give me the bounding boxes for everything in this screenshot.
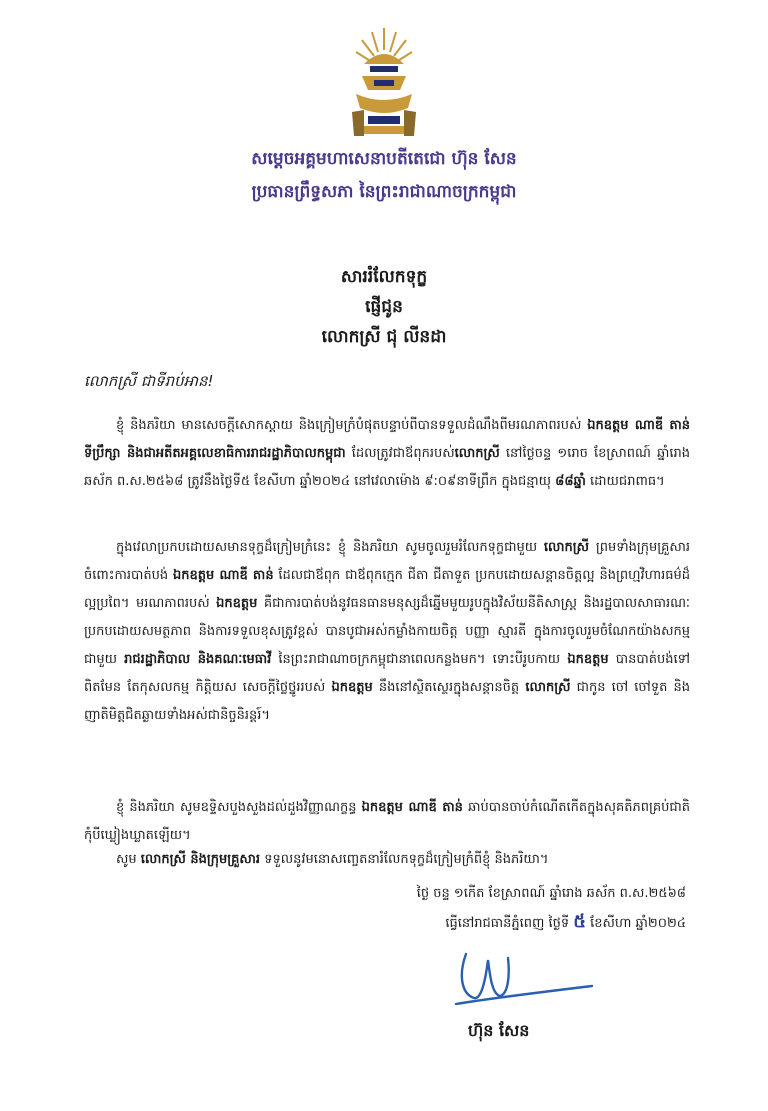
signer-name: ហ៊ុន សែន <box>468 1021 530 1040</box>
letter-subtitle: ផ្ញើជូន <box>365 297 403 317</box>
text-run: ដែលជាឪពុក ជាឪពុកក្មេក ជីតា ជីតាទួត ប្រកបដោយសន្តានចិត្តល្អ និងព្រហ្មវិហារធម៌ដ៏ល្អប្រពៃ។ មរណភាពរបស់ <box>84 568 690 611</box>
bold-run: ឯកឧត្តម <box>567 652 609 667</box>
paragraph-1 <box>84 412 690 496</box>
text-run: នឹងនៅស្ថិតស្ថេរក្នុងសន្តានចិត្ត <box>372 680 526 695</box>
bold-run: ឯកឧត្តម ណាឌី តាន់ <box>172 568 274 583</box>
paragraph-4 <box>84 846 690 874</box>
date-block <box>417 880 686 938</box>
bold-run: ឯកឧត្តម ណាឌី តាន់ ទីប្រឹក្សា និងជាអតីតអគ្គលេខាធិការរាជរដ្ឋាភិបាលកម្ពុជា <box>84 418 690 461</box>
handwritten-day: ៥ <box>573 911 586 932</box>
place-date <box>417 908 686 938</box>
bold-run: ឯកឧត្តម <box>331 680 373 695</box>
text-run: នៅថ្ងៃចន្ទ ១រោច ខែស្រាពណ៍ ឆ្នាំរោង ឆស័ក ព.ស.២៥៦៨ ត្រូវនឹងថ្ងៃទី៥ ខែសីហា ឆ្នាំ២០២៤ នៅវេលាម៉ោង ៩:០៩នាទីព្រឹក ក្នុងជន្មាយុ <box>84 446 690 489</box>
paragraph-3 <box>84 794 690 850</box>
text-run: បានបាត់បង់ទៅពិតមែន តែកុសលកម្ម កិត្តិយស សេចក្តីថ្លៃថ្នូររបស់ <box>84 652 691 695</box>
bold-run: លោកស្រី និងក្រុមគ្រួសារ <box>140 852 261 867</box>
sender-position: ប្រធានព្រឹទ្ធសភា នៃព្រះរាជាណាចក្រកម្ពុជា <box>251 182 517 202</box>
bold-run: លោកស្រី <box>543 540 590 555</box>
letter-title-block <box>0 262 768 352</box>
text-run: ដោយជរាពាធ។ <box>585 474 665 489</box>
text-run: ព្រមទាំងក្រុមគ្រួសារ ចំពោះការបាត់បង់ <box>84 540 690 583</box>
bold-run: ឯកឧត្តម <box>216 596 258 611</box>
text-run: ដែលត្រូវជាឪពុករបស់ <box>345 446 455 461</box>
text-run: ជាកូន ចៅ ចៅទួត និងញាតិមិត្តជិតឆ្ងាយទាំងអស់ជានិច្ចនិរន្តរ៍។ <box>84 680 690 723</box>
bold-run: ៨៨ឆ្នាំ <box>555 474 586 489</box>
bold-run: លោកស្រី <box>525 680 571 695</box>
recipient-name: លោកស្រី ជុ លីនដា <box>321 327 447 347</box>
place-date-suffix: ខែសីហា ឆ្នាំ២០២៤ <box>590 916 686 931</box>
signature <box>452 946 602 1026</box>
text-run: ក្នុងវេលាប្រកបដោយសមានទុក្ខដ៏ក្រៀមក្រំនេះ ខ្ញុំ និងភរិយា សូមចូលរួមរំលែកទុក្ខជាមួយ <box>116 540 544 555</box>
letter-title: សាររំលែកទុក្ខ <box>340 267 428 287</box>
bold-run: រាជរដ្ឋាភិបាល និងគណៈមេធាវី <box>124 652 272 667</box>
bold-run: ឯកឧត្តម ណាឌី តាន់ <box>361 800 463 815</box>
text-run: គឺជាការបាត់បង់នូវធនធានមនុស្សដ៏ឆ្នើមមួយរូបក្នុងវិស័យនីតិសាស្ត្រ និងរដ្ឋបាលសាធារណៈប្រកបដោយសមត្ថភាព និងការទទួលខុសត្រូវខ្ពស់ បានបូជាអស់កម្លាំងកាយចិត្ត បញ្ញា ស្មារតី ក្នុងការចូលរួមចំណែកយ៉ាងសកម្មជាមួយ <box>84 596 690 667</box>
lunar-date: ថ្ងៃ ចន្ទ ១កើត ខែស្រាពណ៍ ឆ្នាំរោង ឆស័ក ព.ស.២៥៦៨ <box>416 886 686 901</box>
salutation: លោកស្រី ជាទីរាប់អាន! <box>84 372 214 390</box>
paragraph-2 <box>84 534 690 730</box>
text-run: សូម <box>116 852 141 867</box>
bold-run: លោកស្រី <box>454 446 500 461</box>
text-run: នៃព្រះរាជាណាចក្រកម្ពុជានាពេលកន្លងមក។ ទោះបីរូបកាយ <box>271 652 568 667</box>
text-run: ខ្ញុំ និងភរិយា សូមឧទ្ទិសបួងសួងដល់ដួងវិញ្ញាណក្ខន្ធ <box>116 800 362 815</box>
place-date-prefix: ធ្វើនៅរាជធានីភ្នំពេញ ថ្ងៃទី <box>445 916 570 931</box>
text-run: ខ្ញុំ និងភរិយា មានសេចក្តីសោកស្តាយ និងក្រៀមក្រំបំផុតបន្ទាប់ពីបានទទួលដំណឹងពីមរណភាពរបស់ <box>116 418 588 433</box>
text-run: ទទួលនូវមនោសញ្ចេតនារំលែកទុក្ខដ៏ក្រៀមក្រំពីខ្ញុំ និងភរិយា។ <box>260 852 549 867</box>
sender-title: សម្តេចអគ្គមហាសេនាបតីតេជោ ហ៊ុន សែន <box>251 149 517 169</box>
text-run: ឆាប់បានចាប់កំណើតកើតក្នុងសុគតិភពគ្រប់ជាតិ កុំបីឃ្លៀងឃ្លាតឡើយ។ <box>84 800 690 843</box>
royal-emblem-icon <box>334 24 434 140</box>
letterhead <box>0 148 768 206</box>
